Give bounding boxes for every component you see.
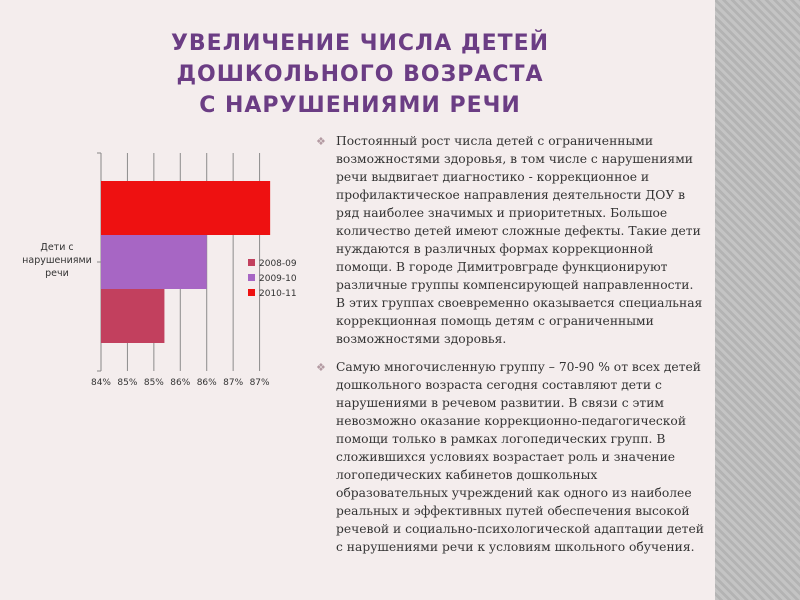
slide-title xyxy=(150,28,570,121)
category-label-line-2: нарушениями xyxy=(22,255,92,266)
title-line-2: ДОШКОЛЬНОГО ВОЗРАСТА xyxy=(176,62,544,87)
category-label-line-1: Дети с xyxy=(40,242,74,253)
x-tick-label: 86% xyxy=(170,378,191,388)
paragraph-1-text: Постоянный рост числа детей с ограниченными возможностями здоровья, в том числе с нарушениями речи выдвигает диагностико - коррекционное и профилактическое направления деятельности ДОУ в ряд наиболее значимых и приоритетных. Большое количество детей имеют сложные дефекты. Такие дети нуждаются в различных формах коррекционной помощи. В городе Димитровграде функционируют различные группы компенсирующей направленности. В этих группах своевременно оказывается специальная коррекционная помощь детям с ограниченными возможностями здоровья. xyxy=(336,134,703,346)
title-line-3: С НАРУШЕНИЯМИ РЕЧИ xyxy=(199,93,521,118)
title-line-1: УВЕЛИЧЕНИЕ ЧИСЛА ДЕТЕЙ xyxy=(170,31,550,56)
paragraph-1 xyxy=(314,132,704,348)
legend-label-2010-11: 2010-11 xyxy=(259,289,297,299)
category-label-line-3: речи xyxy=(45,268,69,279)
legend-swatch-2009-10 xyxy=(248,274,255,281)
bar-chart xyxy=(15,135,315,405)
legend-swatch-2010-11 xyxy=(248,289,255,296)
legend-swatch-2008-09 xyxy=(248,259,255,266)
bullet-icon: ❖ xyxy=(316,361,326,374)
x-tick-label: 87% xyxy=(223,378,244,388)
x-tick-label: 85% xyxy=(117,378,138,388)
decorative-side-stripe xyxy=(715,0,800,600)
bar-2010-11 xyxy=(101,181,270,235)
chart-y-ticks xyxy=(97,153,101,371)
x-tick-label: 87% xyxy=(249,378,270,388)
bullet-icon: ❖ xyxy=(316,135,326,148)
chart-bars xyxy=(101,181,270,343)
x-tick-label: 84% xyxy=(90,378,112,388)
paragraph-2-text: Самую многочисленную группу – 70-90 % от всех детей дошкольного возраста сегодня составляют дети с нарушениями в речевом развитии. В связи с этим невозможно оказание коррекционно-педагогической помощи только в рамках логопедических групп. В сложившихся условиях возрастает роль и значение логопедических кабинетов дошкольных образовательных учреждений как одного из наиболее реальных и эффективных путей обеспечения высокой речевой и социально-психологической адаптации детей с нарушениями речи к условиям школьного обучения. xyxy=(336,360,704,554)
bar-2008-09 xyxy=(101,289,164,343)
chart-legend xyxy=(248,259,297,299)
chart-x-tick-labels xyxy=(91,378,270,388)
x-tick-label: 85% xyxy=(143,378,164,388)
paragraph-2 xyxy=(314,358,704,556)
body-text xyxy=(314,132,704,566)
x-tick-label: 86% xyxy=(196,378,217,388)
legend-label-2008-09: 2008-09 xyxy=(259,259,297,269)
legend-label-2009-10: 2009-10 xyxy=(259,274,297,284)
bar-2009-10 xyxy=(101,235,207,289)
